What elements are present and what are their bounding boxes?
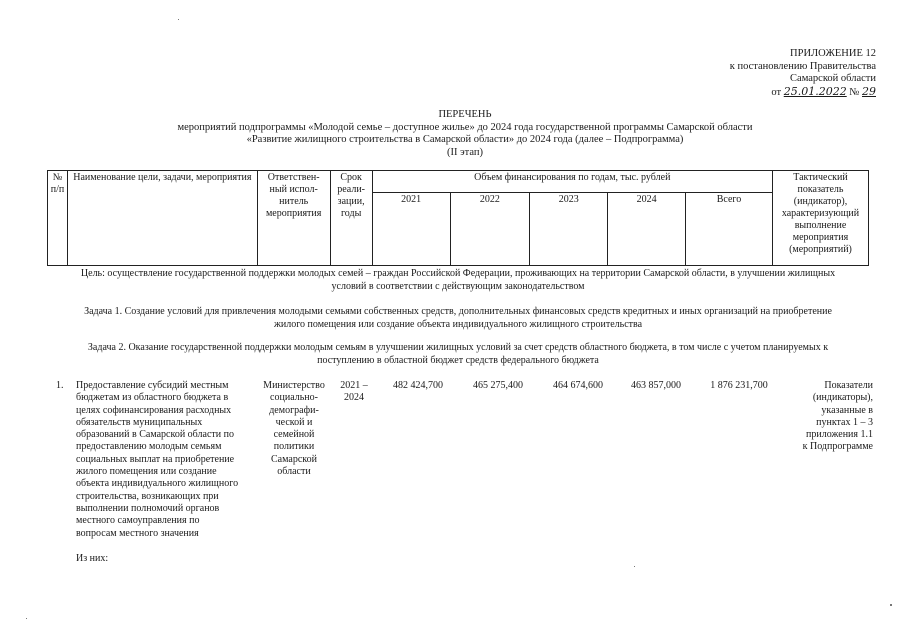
header-indicator: Тактический показатель (индикатор), характеризующий выполнение мероприятия (мероприятий) <box>772 171 868 266</box>
row1-name: Предоставление субсидий местным бюджетам из областного бюджета в целях софинансирования расходных обязательств муниципальных образований в Самарской области по предоставлению молодым семьям социальных выплат на приобретение жилого помещения или создание объекта индивидуального жилищного строительства, возникающих при выполнении полномочий органов местного самоуправления по вопросам местного значения <box>76 380 239 539</box>
row1-2022: 465 275,400 <box>473 380 523 391</box>
header-total: Всего <box>686 193 773 266</box>
scan-speck <box>890 604 892 606</box>
row1-2024: 463 857,000 <box>631 380 681 391</box>
header-responsible: Ответствен-ный испол-нитель мероприятия <box>257 171 330 266</box>
header-year-2024: 2024 <box>608 193 686 266</box>
goal-text: Цель: осуществление государственной поддержки молодых семей – граждан Российской Федерации, проживающих на территории Самарской области, в улучшении жилищных условий в соответствии с действующим законодательством <box>80 268 836 292</box>
title-line3: (II этап) <box>447 146 483 158</box>
financing-table-header <box>47 170 869 266</box>
row1-num: 1. <box>56 380 64 391</box>
row1-2023: 464 674,600 <box>553 380 603 391</box>
header-term: Срок реали-зации, годы <box>330 171 372 266</box>
of-which-label: Из них: <box>76 553 109 564</box>
header-year-2022: 2022 <box>450 193 530 266</box>
row1-term: 2021 – 2024 <box>340 380 368 404</box>
appendix-line2: к постановлению Правительства <box>729 60 876 72</box>
header-funding: Объем финансирования по годам, тыс. рублей <box>372 171 772 193</box>
appendix-date-line <box>716 86 876 100</box>
title-heading: ПЕРЕЧЕНЬ <box>438 109 492 120</box>
appendix-title: ПРИЛОЖЕНИЕ 12 <box>790 48 876 59</box>
header-name: Наименование цели, задачи, мероприятия <box>67 171 257 266</box>
header-num: № п/п <box>48 171 68 266</box>
scan-speck <box>634 566 635 567</box>
row1-total: 1 876 231,700 <box>710 380 768 391</box>
title-line1: мероприятий подпрограммы «Молодой семье – доступное жилье» до 2024 года государственной программы Самарской области <box>177 121 753 133</box>
header-year-2023: 2023 <box>530 193 608 266</box>
task-1-text: Задача 1. Создание условий для привлечения молодыми семьями собственных средств, дополнительных финансовых средств кредитных и иных организаций на приобретение жилого помещения или создание объекта индивидуального жилищного строительства <box>84 306 832 330</box>
handwritten-date: 25.01.2022 <box>783 84 847 98</box>
appendix-line3: Самарской области <box>790 73 876 84</box>
row1-indicator: Показатели (индикаторы), указанные в пунктах 1 – 3 приложения 1.1 к Подпрограмме <box>802 380 873 453</box>
scan-speck <box>26 618 27 619</box>
date-prefix: от <box>771 86 782 98</box>
number-prefix: № <box>849 86 860 98</box>
scan-speck <box>178 19 179 20</box>
row1-2021: 482 424,700 <box>393 380 443 391</box>
header-year-2021: 2021 <box>372 193 450 266</box>
handwritten-number: 29 <box>862 84 876 98</box>
appendix-block <box>716 48 876 99</box>
row1-responsible: Министерство социально- демографи- ческой и семейной политики Самарской области <box>263 380 325 478</box>
title-line2: «Развитие жилищного строительства в Самарской области» до 2024 года (далее – Подпрограмма) <box>246 134 684 145</box>
task-2-text: Задача 2. Оказание государственной поддержки молодым семьям в улучшении жилищных условий за счет средств областного бюджета, в том числе с учетом планируемых к поступлению в областной бюджет средств федерального бюджета <box>87 342 829 366</box>
document-title <box>150 109 780 159</box>
